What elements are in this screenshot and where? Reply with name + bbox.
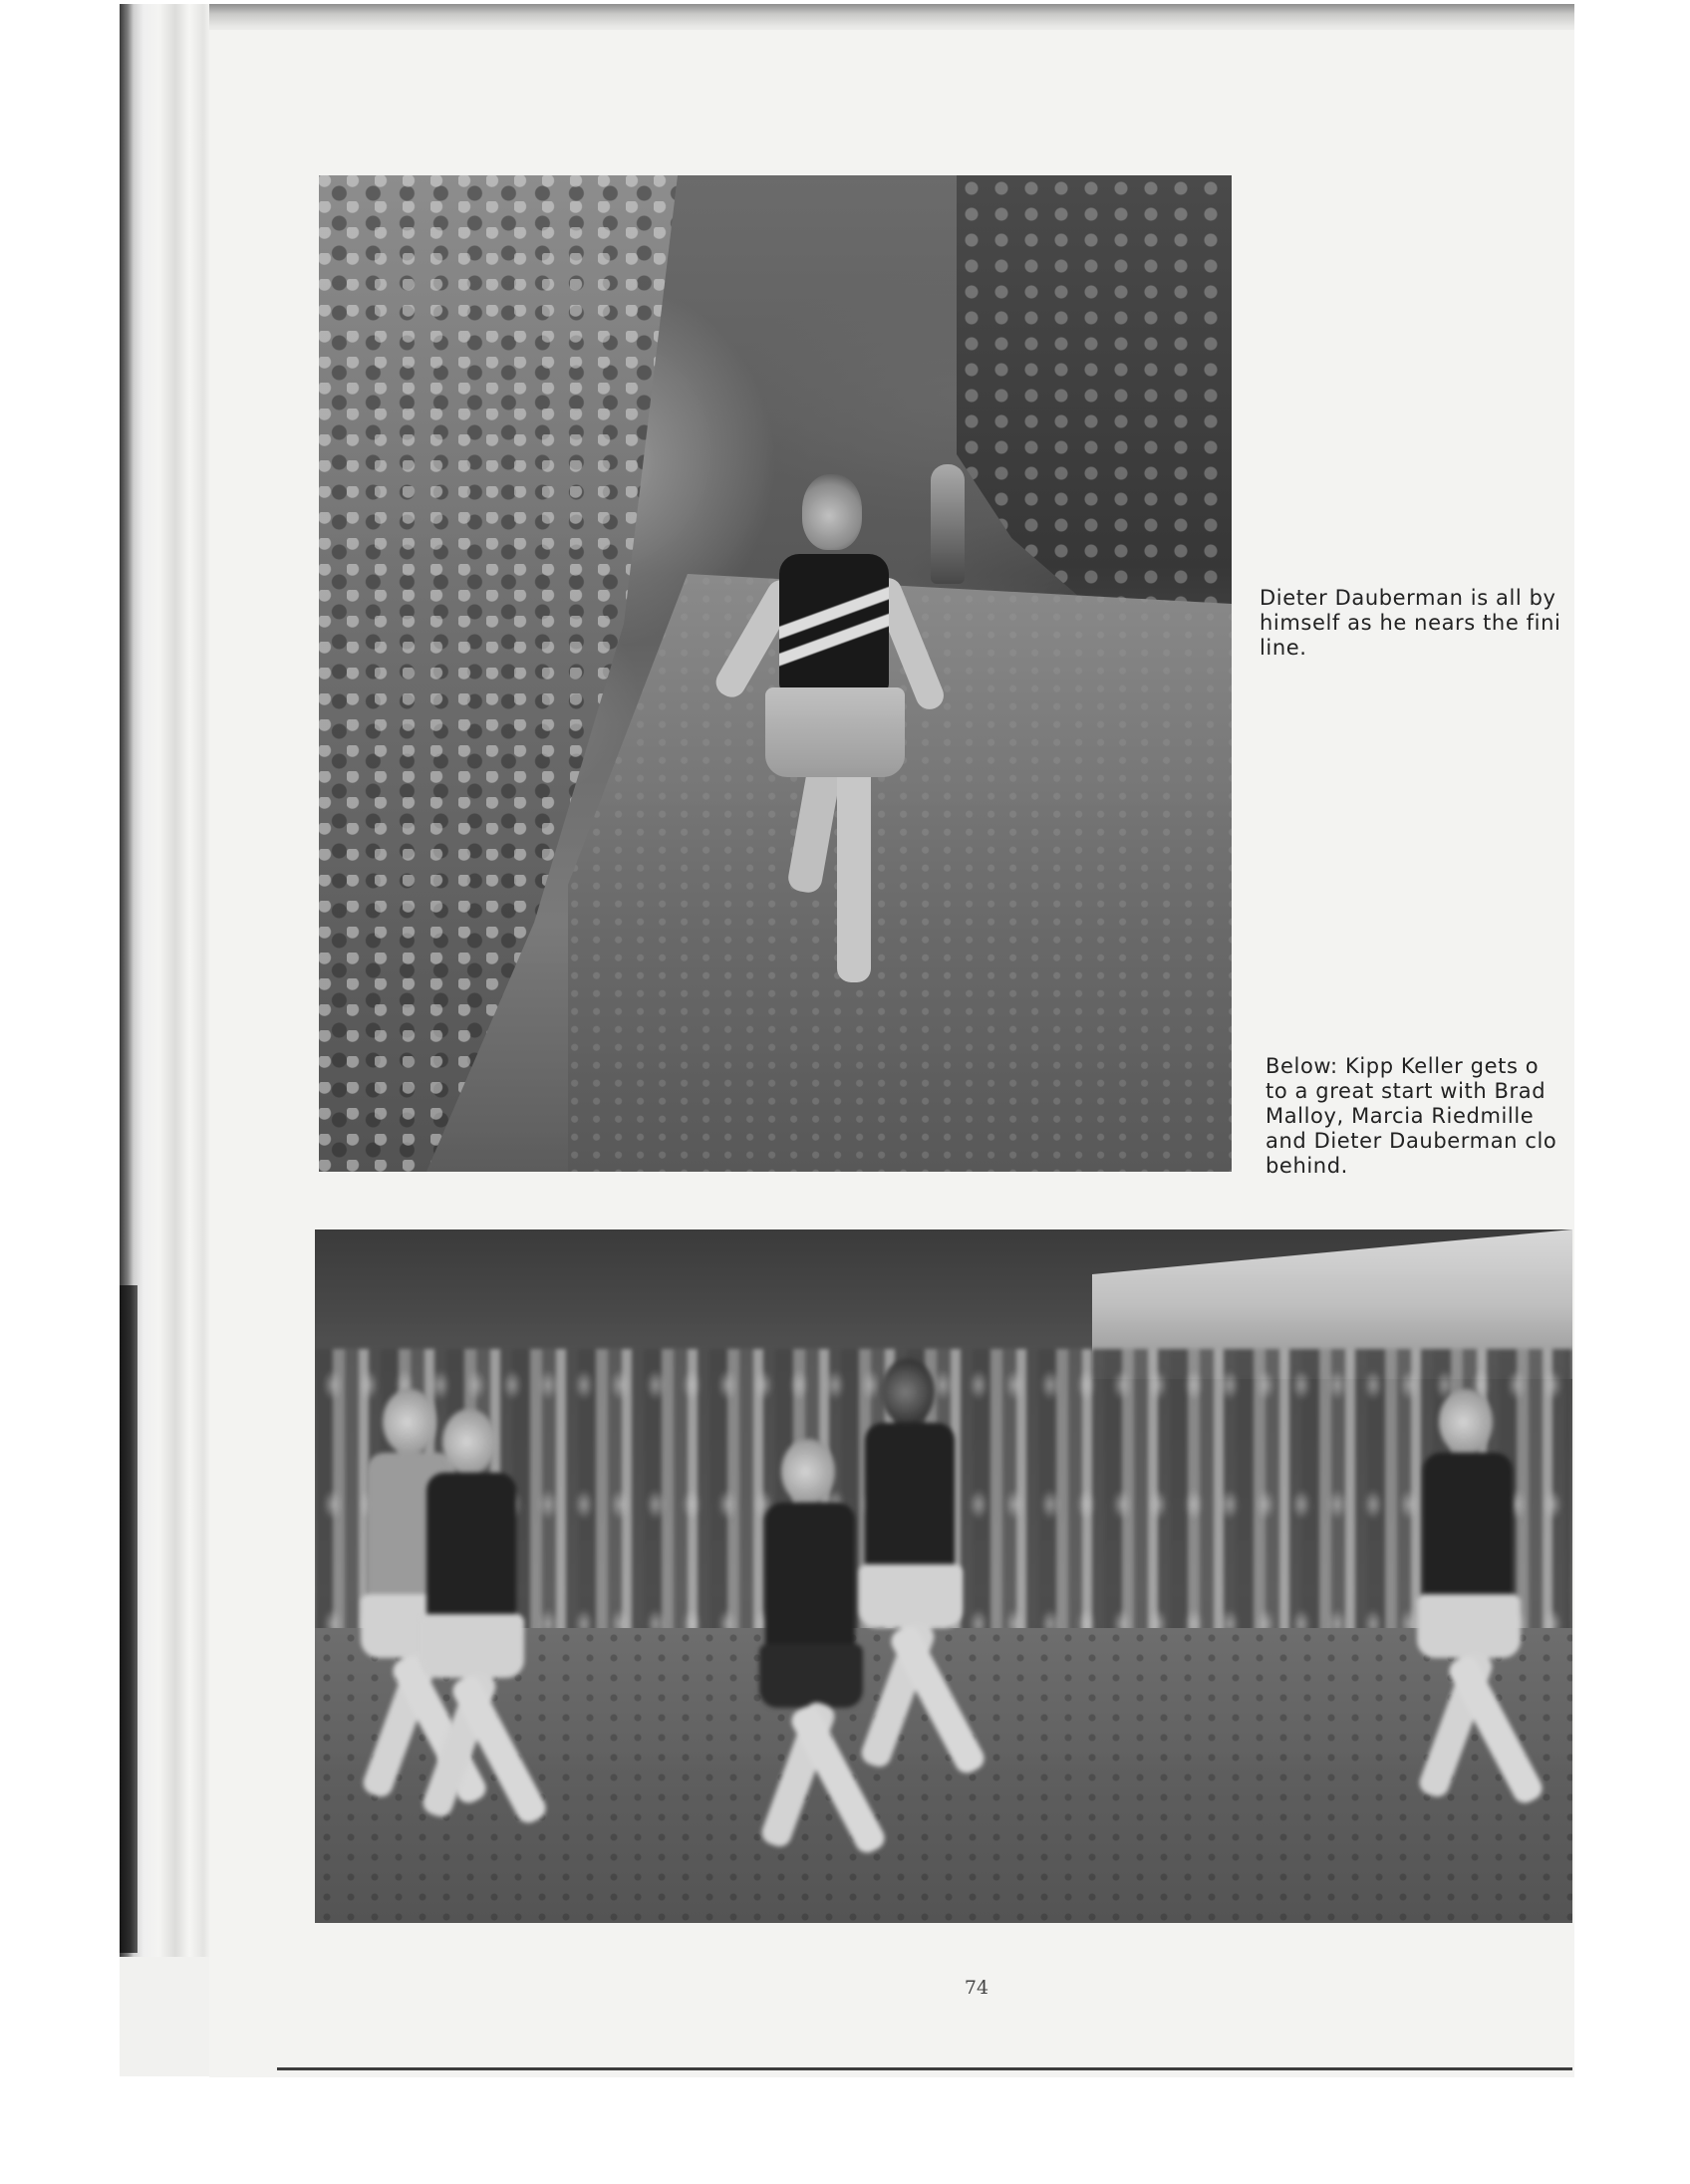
caption-bottom xyxy=(1266,1054,1572,1184)
caption-bottom-line: and Dieter Dauberman clo xyxy=(1266,1129,1557,1153)
runner-leg-left xyxy=(786,761,842,895)
runner-shorts xyxy=(759,1644,863,1708)
caption-top xyxy=(1260,586,1572,666)
runner-jersey xyxy=(426,1473,516,1622)
bottom-edge-line xyxy=(277,2067,1572,2070)
caption-top-line: himself as he nears the fini xyxy=(1260,611,1561,635)
runner-figure xyxy=(727,474,947,992)
runner-shorts xyxy=(421,1614,524,1678)
photo-race-start xyxy=(315,1229,1572,1923)
runner-jersey xyxy=(765,1502,855,1652)
runner-head xyxy=(802,474,862,550)
caption-bottom-line: behind. xyxy=(1266,1154,1348,1178)
runner-shorts xyxy=(859,1564,963,1628)
runner-leg-right xyxy=(837,763,871,982)
caption-top-line: line. xyxy=(1260,636,1307,660)
binding-shadow xyxy=(120,1285,138,1953)
caption-bottom-line: Malloy, Marcia Riedmille xyxy=(1266,1104,1535,1128)
caption-top-line: Dieter Dauberman is all by xyxy=(1260,586,1556,610)
caption-bottom-line: Below: Kipp Keller gets o xyxy=(1266,1054,1540,1078)
runner-head xyxy=(881,1359,935,1425)
runner-head xyxy=(442,1409,496,1475)
runner-figure xyxy=(853,1359,983,1827)
runner-head xyxy=(781,1439,835,1504)
runner-shorts xyxy=(1417,1594,1521,1658)
runner-jersey xyxy=(865,1423,955,1572)
runner-figure xyxy=(1411,1389,1541,1817)
runner-figure xyxy=(415,1409,544,1847)
runner-jersey xyxy=(1423,1453,1513,1602)
runner-jersey xyxy=(779,554,889,693)
photo-runner-finish xyxy=(319,175,1232,1172)
runner-head xyxy=(1439,1389,1493,1455)
caption-bottom-line: to a great start with Brad xyxy=(1266,1079,1547,1103)
page-number: 74 xyxy=(964,1977,989,1999)
runner-shorts xyxy=(765,687,905,777)
